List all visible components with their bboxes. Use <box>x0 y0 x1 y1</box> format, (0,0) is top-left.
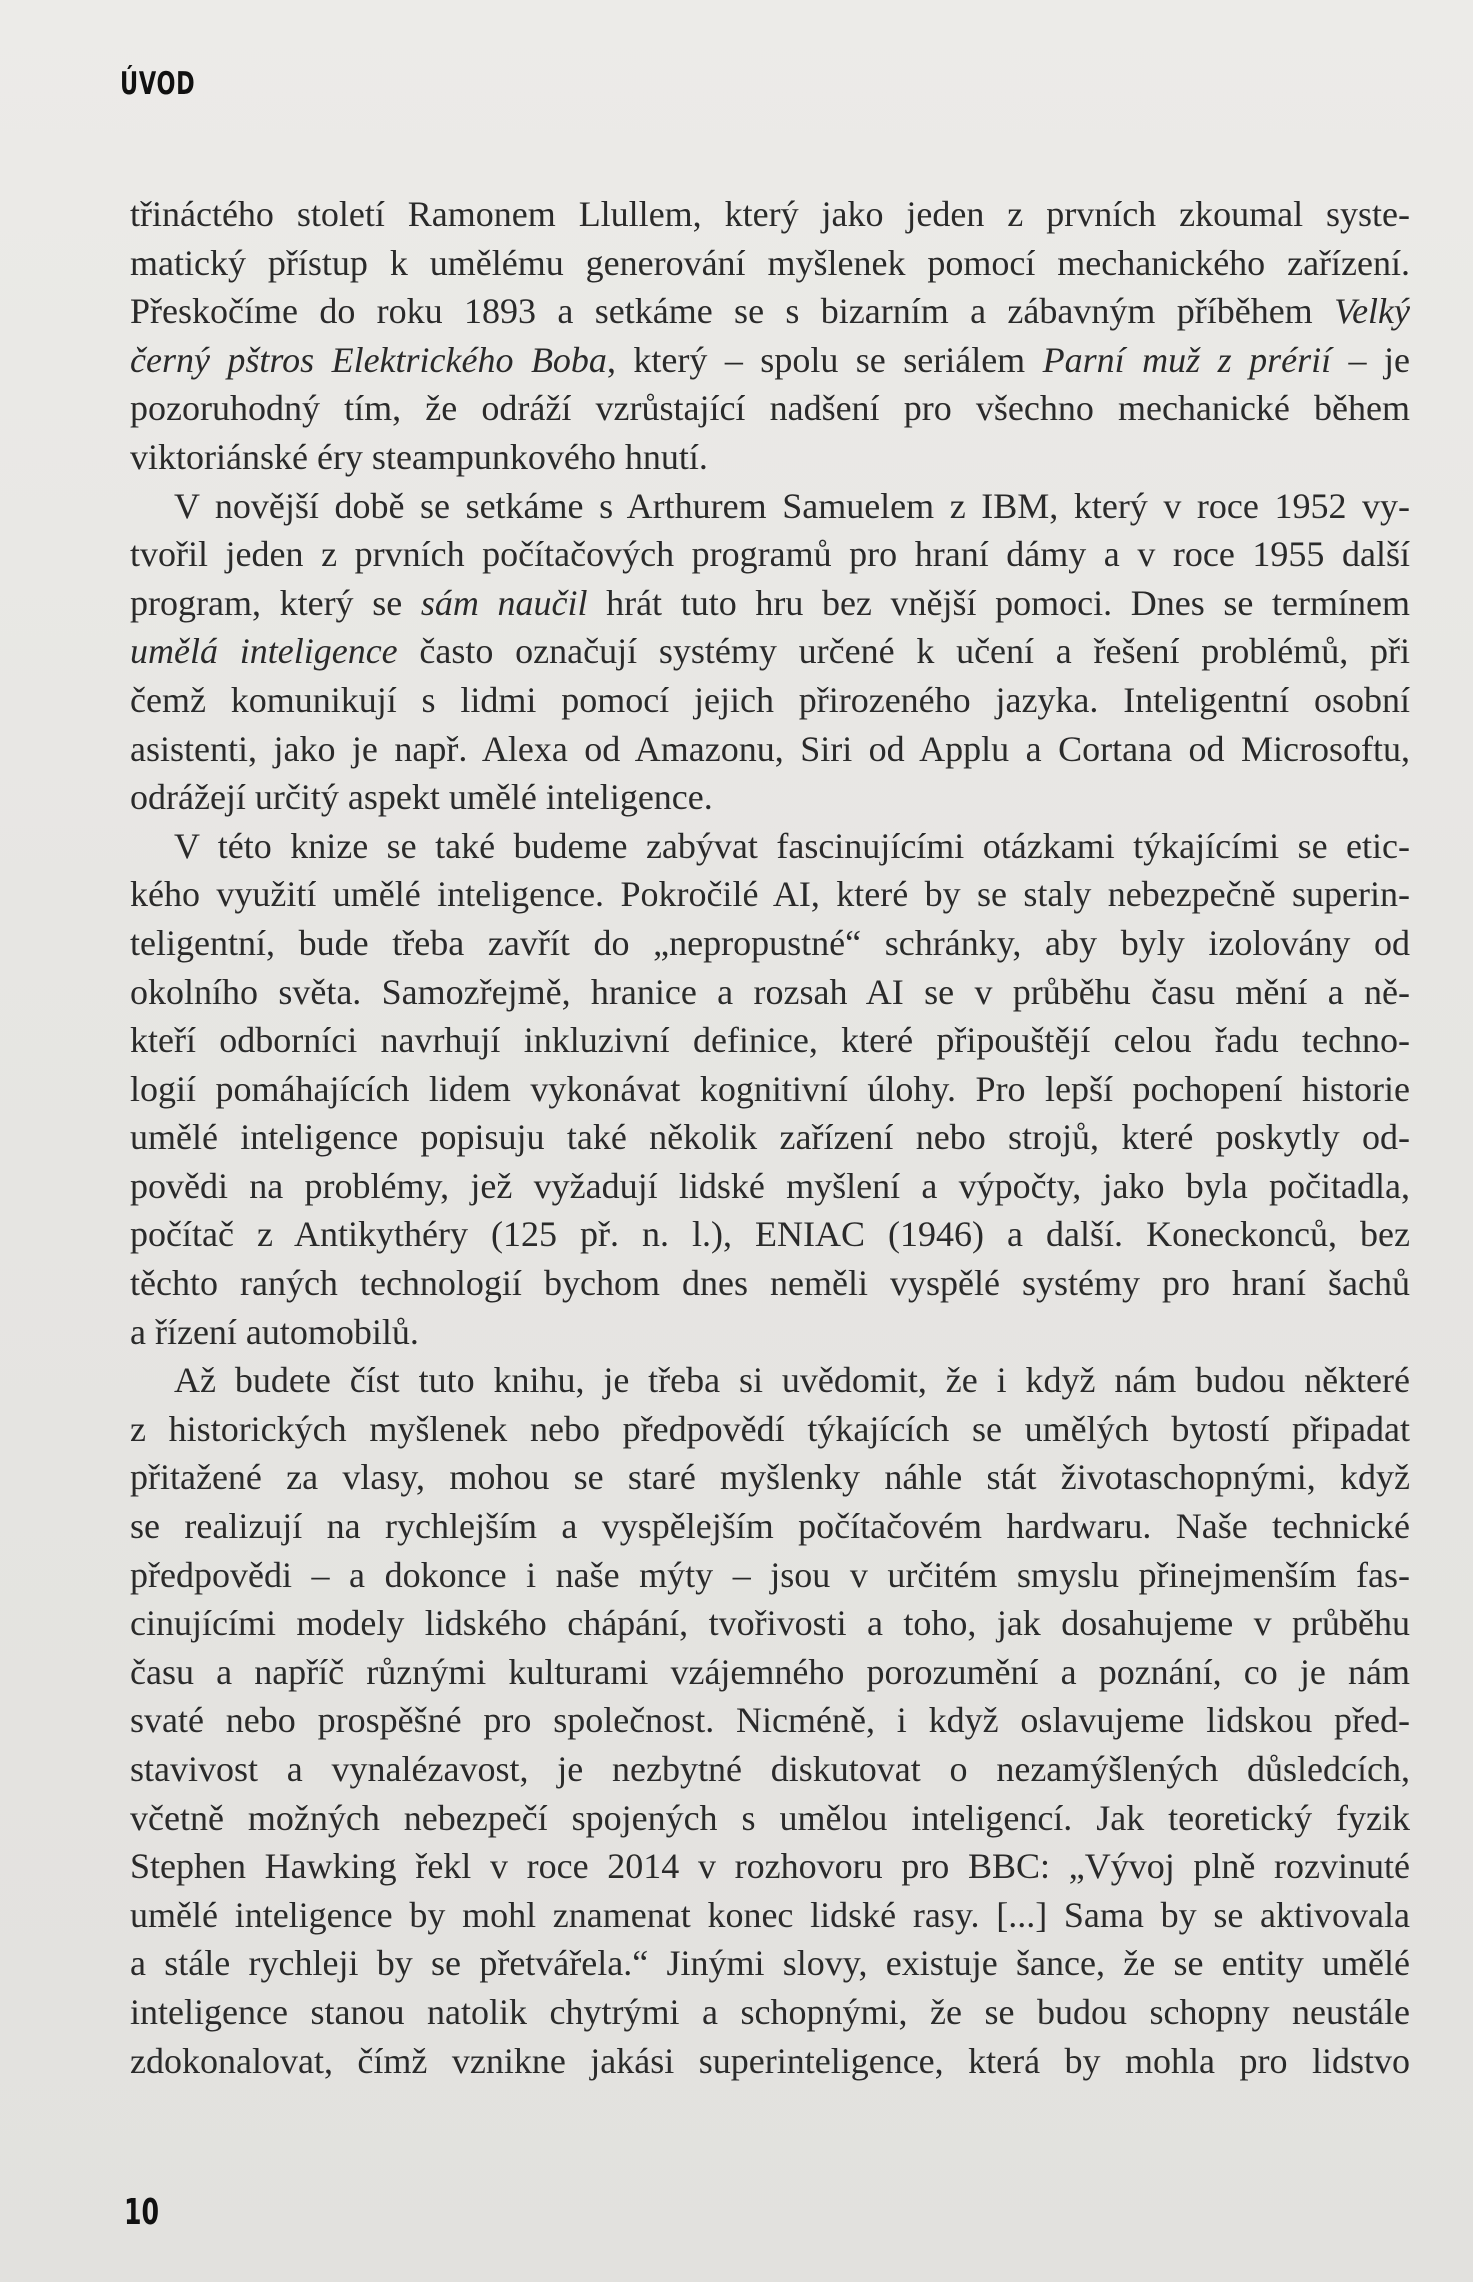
text-line: okolního světa. Samozřejmě, hranice a rozsah AI se v průběhu času mění a ně- <box>130 971 1410 1012</box>
page-number: 10 <box>124 2192 160 2233</box>
text-line: třináctého století Ramonem Llullem, který jako jeden z prvních zkoumal syste- <box>130 194 1410 234</box>
text-line: V novější době se setkáme s Arthurem Samuelem z IBM, který v roce 1952 vy- <box>174 485 1410 526</box>
text-line: černý pštros Elektrického Boba, který – spolu se seriálem Parní muž z prérií – je <box>130 339 1410 380</box>
text-line: teligentní, bude třeba zavřít do „nepropustné“ schránky, aby byly izolovány od <box>130 922 1410 963</box>
text-line: předpovědi – a dokonce i naše mýty – jsou v určitém smyslu přinejmenším fas- <box>130 1554 1410 1595</box>
text-line: umělá inteligence často označují systémy určené k učení a řešení problémů, při <box>130 631 1410 672</box>
text-line: Až budete číst tuto knihu, je třeba si uvědomit, že i když nám budou některé <box>174 1360 1410 1401</box>
text-line: Přeskočíme do roku 1893 a setkáme se s bizarním a zábavným příběhem Velký <box>130 291 1410 332</box>
text-line: logií pomáhajících lidem vykonávat kognitivní úlohy. Pro lepší pochopení historie <box>130 1068 1410 1109</box>
text-line: a stále rychleji by se přetvářela.“ Jinými slovy, existuje šance, že se entity umělé <box>130 1943 1410 1984</box>
text-line: pozoruhodný tím, že odráží vzrůstající nadšení pro všechno mechanické během <box>130 388 1410 429</box>
text-line: matický přístup k umělému generování myšlenek pomocí mechanického zařízení. <box>130 242 1410 283</box>
text-line: stavivost a vynalézavost, je nezbytné diskutovat o nezamýšlených důsledcích, <box>130 1749 1410 1789</box>
text-line: povědi na problémy, jež vyžadují lidské myšlení a výpočty, jako byla počitadla, <box>130 1165 1410 1206</box>
text-line: umělé inteligence by mohl znamenat konec lidské rasy. [...] Sama by se aktivovala <box>130 1894 1410 1935</box>
text-line: umělé inteligence popisuju také několik zařízení nebo strojů, které poskytly od- <box>130 1117 1410 1158</box>
text-line: a řízení automobilů. <box>130 1311 419 1352</box>
text-line: tvořil jeden z prvních počítačových programů pro hraní dámy a v roce 1955 další <box>130 534 1410 575</box>
text-line: kteří odborníci navrhují inkluzivní definice, které připouštějí celou řadu techno- <box>130 1020 1410 1061</box>
text-line: se realizují na rychlejším a vyspělejším počítačovém hardwaru. Naše technické <box>130 1506 1410 1547</box>
text-line: program, který se sám naučil hrát tuto hru bez vnější pomoci. Dnes se termínem <box>130 582 1410 623</box>
text-line: těchto raných technologií bychom dnes neměli vyspělé systémy pro hraní šachů <box>130 1263 1410 1304</box>
text-line: kého využití umělé inteligence. Pokročilé AI, které by se staly nebezpečně superin- <box>130 874 1410 915</box>
text-line: z historických myšlenek nebo předpovědí týkajících se umělých bytostí připadat <box>130 1408 1410 1449</box>
text-line: včetně možných nebezpečí spojených s umělou inteligencí. Jak teoretický fyzik <box>130 1797 1410 1838</box>
text-line: zdokonalovat, čímž vznikne jakási superinteligence, která by mohla pro lidstvo <box>130 2040 1410 2081</box>
text-line: počítač z Antikythéry (125 př. n. l.), ENIAC (1946) a další. Koneckonců, bez <box>130 1214 1410 1255</box>
text-line: inteligence stanou natolik chytrými a schopnými, že se budou schopny neustále <box>130 1991 1410 2032</box>
text-line: odrážejí určitý aspekt umělé inteligence. <box>130 777 713 818</box>
text-line: přitažené za vlasy, mohou se staré myšlenky náhle stát životaschopnými, když <box>130 1457 1410 1498</box>
body-text <box>130 190 1410 2085</box>
text-line: čemž komunikují s lidmi pomocí jejich přirozeného jazyka. Inteligentní osobní <box>130 679 1410 720</box>
text-line: viktoriánské éry steampunkového hnutí. <box>130 436 708 477</box>
text-line: V této knize se také budeme zabývat fascinujícími otázkami týkajícími se etic- <box>174 825 1410 866</box>
text-line: svaté nebo prospěšné pro společnost. Nicméně, i když oslavujeme lidskou před- <box>130 1700 1410 1741</box>
text-line: Stephen Hawking řekl v roce 2014 v rozhovoru pro BBC: „Vývoj plně rozvinuté <box>130 1846 1410 1887</box>
text-line: asistenti, jako je např. Alexa od Amazonu, Siri od Applu a Cortana od Microsoftu, <box>130 728 1410 769</box>
running-header: ÚVOD <box>120 66 196 102</box>
text-line: času a napříč různými kulturami vzájemného porozumění a poznání, co je nám <box>130 1651 1410 1692</box>
text-line: cinujícími modely lidského chápání, tvořivosti a toho, jak dosahujeme v průběhu <box>130 1603 1410 1644</box>
